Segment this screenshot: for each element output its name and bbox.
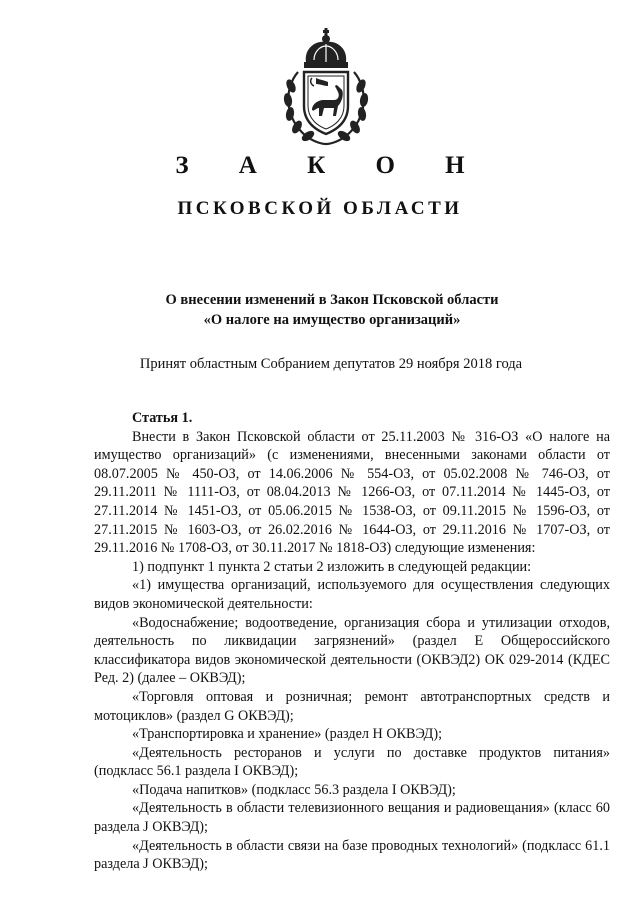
article-title: Статья 1.: [132, 410, 193, 426]
article-paragraph: «Транспортировка и хранение» (раздел H ОКВЭД);: [132, 726, 443, 743]
law-subject-line: О внесении изменений в Закон Псковской области: [165, 292, 499, 308]
document-subtitle: ПСКОВСКОЙ ОБЛАСТИ: [177, 198, 463, 219]
article-body: [94, 409, 610, 874]
article-paragraph: «Деятельность ресторанов и услуги по доставке продуктов питания» (подкласс 56.1 раздела I ОКВЭД);: [94, 744, 610, 780]
law-subject: [0, 290, 640, 330]
article-paragraph: «Торговля оптовая и розничная; ремонт автотранспортных средств и мотоциклов» (раздел G ОКВЭД);: [94, 688, 610, 724]
article-paragraph: «Деятельность в области телевизионного вещания и радиовещания» (класс 60 раздела J ОКВЭД);: [94, 800, 610, 836]
pskov-coat-of-arms-icon: [276, 28, 376, 146]
article-paragraph: Внести в Закон Псковской области от 25.11.2003 № 316-ОЗ «О налоге на имущество организаций» (с изменениями, внесенными законами области от 08.07.2005 № 450-ОЗ, от 14.06.2006 № 554-ОЗ, от 05.02.2008 № 746-ОЗ, от 29.11.2011 № 1111-ОЗ, от 08.04.2013 № 1266-ОЗ, от 07.11.2014 № 1445-ОЗ, от 27.11.2014 № 1451-ОЗ, от 05.06.2015 № 1538-ОЗ, от 09.11.2015 № 1596-ОЗ, от 27.11.2015 № 1603-ОЗ, от 26.02.2016 № 1644-ОЗ, от 29.11.2016 № 1707-ОЗ, от 29.11.2016 № 1708-ОЗ, от 30.11.2017 № 1818-ОЗ) следующие изменения:: [94, 428, 610, 557]
adoption-note: Принят областным Собранием депутатов 29 ноября 2018 года: [139, 356, 523, 372]
article-paragraph: 1) подпункт 1 пункта 2 статьи 2 изложить в следующей редакции:: [132, 558, 532, 575]
article-paragraph: «Деятельность в области связи на базе проводных технологий» (подкласс 61.1 раздела J ОКВЭД);: [94, 837, 610, 873]
article-paragraph: «Водоснабжение; водоотведение, организация сбора и утилизации отходов, деятельность по ликвидации загрязнений» (раздел Е Общероссийского классификатора видов экономической деятельности (ОКВЭД2) ОК 029-2014 (КДЕС Ред. 2) (далее – ОКВЭД);: [94, 614, 610, 687]
article-paragraph: «Подача напитков» (подкласс 56.3 раздела I ОКВЭД);: [132, 781, 456, 798]
article-paragraph: «1) имущества организаций, используемого для осуществления следующих видов экономической деятельности:: [94, 577, 610, 612]
law-subject-line: «О налоге на имущество организаций»: [203, 312, 461, 328]
document-title: З А К О Н: [175, 152, 487, 179]
